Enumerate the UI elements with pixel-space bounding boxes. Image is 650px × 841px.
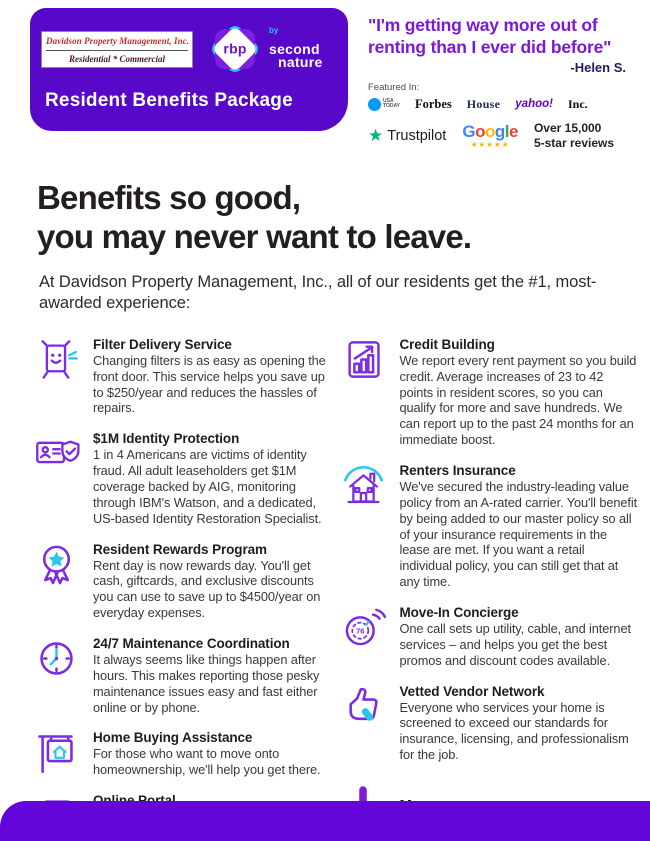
intro-paragraph: At Davidson Property Management, Inc., all of our residents get the #1, most-awarded experience:: [39, 272, 597, 313]
benefits-grid: [33, 336, 638, 841]
benefit-credit-building: [340, 336, 639, 448]
benefit-title: Vetted Vendor Network: [399, 683, 545, 699]
trustpilot-star-icon: ★: [368, 126, 384, 146]
footer-bar: [0, 801, 650, 841]
benefit-vetted-vendors: [340, 683, 639, 763]
benefit-title: Home Buying Assistance: [93, 730, 253, 746]
second-nature-wordmark: second nature: [269, 40, 323, 71]
benefit-desc: 1 in 4 Americans are victims of identity fraud. All adult leaseholders get $1M coverage backed by AIG, monitoring through IBM's Watson, and a dedicated, US-based Identity Restoration Specialist.: [93, 447, 322, 526]
featured-in-label: Featured In:: [368, 81, 420, 93]
testimonial-quote: "I'm getting way more out of renting than I ever did before": [368, 15, 612, 57]
client-logo-name: Davidson Property Management, Inc.: [46, 35, 190, 46]
package-title: Resident Benefits Package: [45, 90, 293, 111]
benefit-desc: Everyone who services your home is screened to exceed our standards for insurance, licensing, and professionalism for the job.: [399, 699, 629, 763]
identity-protection-icon: [33, 430, 80, 526]
featured-logo-row: [368, 97, 640, 112]
client-logo-subtitle: Residential * Commercial: [46, 50, 188, 64]
benefit-maintenance: [33, 635, 332, 715]
google-wordmark: Google: [462, 122, 518, 141]
thermostat-dial-icon: [340, 604, 387, 669]
benefit-home-buying: [33, 729, 332, 778]
benefit-resident-rewards: [33, 541, 332, 621]
header-info: [368, 8, 640, 151]
benefit-title: Resident Rewards Program: [93, 541, 267, 557]
benefit-desc: For those who want to move onto homeownership, we'll help you get there.: [93, 746, 321, 778]
second-nature-by: by: [269, 25, 279, 35]
benefit-desc: One call sets up utility, cable, and internet services – and helps you get the best promos and discount codes available.: [399, 620, 631, 668]
benefit-title: 24/7 Maintenance Coordination: [93, 635, 290, 651]
house-beautiful-logo: House: [466, 96, 501, 111]
main-headline: Benefits so good, you may never want to leave.: [37, 178, 472, 256]
benefits-left-column: [33, 336, 332, 841]
thumbs-up-icon: [340, 683, 387, 763]
reviews-row: [368, 121, 640, 151]
benefit-renters-insurance: [340, 462, 639, 590]
benefit-desc: It always seems like things happen after hours. This makes reporting those pesky maintenance issues easy and fast either online or by phone.: [93, 651, 320, 715]
inc-logo: Inc.: [567, 96, 588, 111]
benefit-title: Renters Insurance: [399, 462, 516, 478]
rbp-logo-icon: [207, 21, 263, 77]
google-reviews-logo: [462, 123, 518, 149]
testimonial-attribution: -Helen S.: [570, 59, 626, 75]
benefit-desc: We've secured the industry-leading value policy from an A-rated carrier. You'll benefit by being added to our master policy so all of your insurance requirements in the lease are met. If you want a retail individual policy, you can still get that at any time.: [399, 478, 638, 590]
benefit-filter-delivery: [33, 336, 332, 416]
rewards-medal-icon: [33, 541, 80, 621]
benefits-right-column: [340, 336, 639, 841]
benefit-desc: We report every rent payment so you build credit. Average increases of 23 to 42 points in resident scores, so you can qualify for more and save hundreds. We can report up to the past 24 months for an immediate boost.: [399, 352, 637, 448]
clock-icon: [33, 635, 80, 715]
client-logo: [41, 31, 193, 68]
svg-text:76: 76: [355, 626, 364, 636]
benefit-desc: Changing filters is as easy as opening the front door. This service helps you save up to $250/year and reduces the hassles of repairs.: [93, 352, 326, 416]
rbp-logo-text: rbp: [223, 40, 247, 57]
brand-row: [41, 21, 336, 77]
home-sign-icon: [33, 729, 80, 778]
trustpilot-logo: ★ Trustpilot: [368, 126, 447, 146]
benefit-desc: Rent day is now rewards day. You'll get cash, giftcards, and exclusive discounts you can use to save up to $4500/year on everyday expenses.: [93, 557, 321, 621]
benefit-identity-protection: [33, 430, 332, 526]
benefit-title: $1M Identity Protection: [93, 431, 240, 447]
benefit-title: Move-In Concierge: [399, 604, 519, 620]
usa-today-circle-icon: [368, 98, 381, 111]
benefit-title: Filter Delivery Service: [93, 336, 232, 352]
header: [0, 0, 650, 151]
filter-delivery-icon: [33, 336, 80, 416]
header-brand-card: [30, 8, 348, 131]
review-count: Over 15,000 5-star reviews: [533, 120, 615, 150]
insured-house-icon: [340, 462, 387, 590]
forbes-logo: Forbes: [414, 96, 452, 111]
benefit-move-in-concierge: [340, 604, 639, 669]
google-stars-icon: ★★★★★: [470, 140, 510, 149]
credit-chart-icon: [340, 336, 387, 448]
benefit-title: Credit Building: [399, 336, 495, 352]
second-nature-logo: [269, 27, 336, 71]
usa-today-logo-icon: USA TODAY: [368, 98, 400, 111]
yahoo-logo: yahoo!: [515, 98, 553, 111]
